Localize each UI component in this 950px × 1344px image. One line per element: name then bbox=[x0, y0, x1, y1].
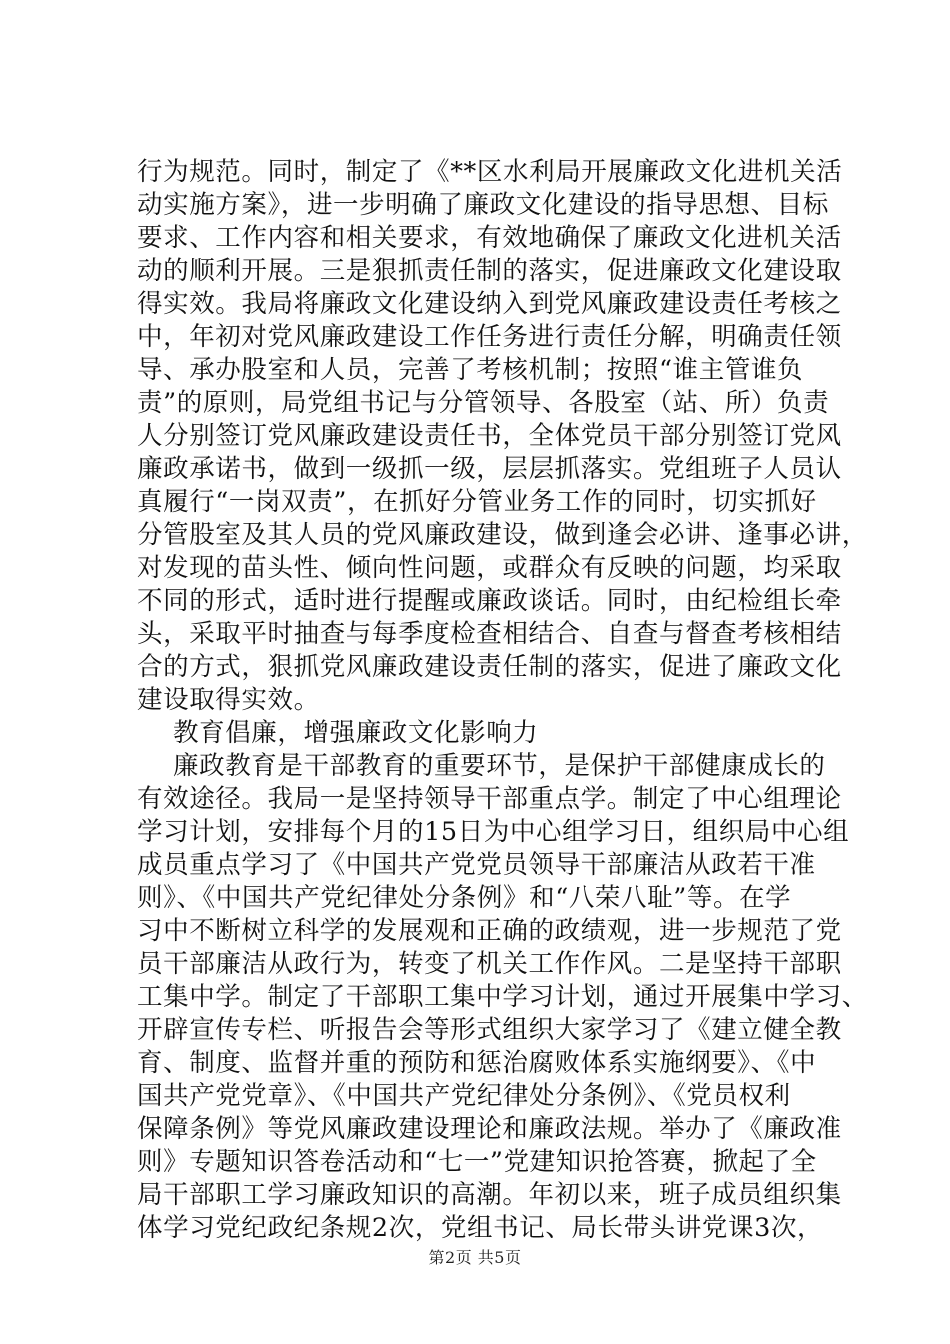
text-line: 导、承办股室和人员，完善了考核机制；按照“谁主管谁负 bbox=[137, 355, 804, 385]
text-line: 动的顺利开展。三是狠抓责任制的落实，促进廉政文化建设取 bbox=[137, 256, 842, 286]
text-line: 学习计划，安排每个月的15日为中心组学习日，组织局中心组 bbox=[137, 817, 850, 847]
text-line: 头，采取平时抽查与每季度检查相结合、自查与督查考核相结 bbox=[137, 619, 842, 649]
text-line: 体学习党纪政纪条规2次，党组书记、局长带头讲党课3次， bbox=[137, 1213, 824, 1243]
text-line: 有效途径。我局一是坚持领导干部重点学。制定了中心组理论 bbox=[137, 784, 842, 814]
text-line: 则》专题知识答卷活动和“七一”党建知识抢答赛，掀起了全 bbox=[137, 1147, 817, 1177]
document-body bbox=[137, 156, 868, 1245]
text-line: 开辟宣传专栏、听报告会等形式组织大家学习了《建立健全教 bbox=[137, 1015, 842, 1045]
text-line: 局干部职工学习廉政知识的高潮。年初以来，班子成员组织集 bbox=[137, 1180, 842, 1210]
text-line: 成员重点学习了《中国共产党党员领导干部廉洁从政若干准 bbox=[137, 850, 816, 880]
text-line: 员干部廉洁从政行为，转变了机关工作作风。二是坚持干部职 bbox=[137, 949, 842, 979]
text-line: 则》、《中国共产党纪律处分条例》和“八荣八耻”等。在学 bbox=[137, 883, 792, 913]
text-line: 得实效。我局将廉政文化建设纳入到党风廉政建设责任考核之 bbox=[137, 289, 842, 319]
text-line: 要求、工作内容和相关要求，有效地确保了廉政文化进机关活 bbox=[137, 223, 842, 253]
text-line: 分管股室及其人员的党风廉政建设，做到逢会必讲、逢事必讲， bbox=[137, 520, 868, 550]
text-line: 建设取得实效。 bbox=[137, 685, 320, 715]
text-line: 中，年初对党风廉政建设工作任务进行责任分解，明确责任领 bbox=[137, 322, 842, 352]
text-line: 习中不断树立科学的发展观和正确的政绩观，进一步规范了党 bbox=[137, 916, 842, 946]
text-line: 责”的原则，局党组书记与分管领导、各股室（站、所）负责 bbox=[137, 388, 830, 418]
text-line: 国共产党党章》、《中国共产党纪律处分条例》、《党员权利 bbox=[137, 1081, 791, 1111]
page-number-footer: 第2页 共5页 bbox=[428, 1248, 522, 1267]
text-line: 动实施方案》，进一步明确了廉政文化建设的指导思想、目标 bbox=[137, 190, 829, 220]
text-line: 行为规范。同时，制定了《**区水利局开展廉政文化进机关活 bbox=[137, 157, 843, 187]
text-line: 对发现的苗头性、倾向性问题，或群众有反映的问题，均采取 bbox=[137, 553, 842, 583]
text-line: 真履行“一岗双责”，在抓好分管业务工作的同时，切实抓好 bbox=[137, 487, 817, 517]
text-line: 育、制度、监督并重的预防和惩治腐败体系实施纲要》、《中 bbox=[137, 1048, 817, 1078]
paragraph-start-line: 廉政教育是干部教育的重要环节，是保护干部健康成长的 bbox=[173, 751, 826, 781]
text-line: 工集中学。制定了干部职工集中学习计划，通过开展集中学习、 bbox=[137, 982, 868, 1012]
section-heading: 教育倡廉，增强廉政文化影响力 bbox=[173, 718, 539, 748]
text-line: 合的方式，狠抓党风廉政建设责任制的落实，促进了廉政文化 bbox=[137, 652, 842, 682]
text-line: 不同的形式，适时进行提醒或廉政谈话。同时，由纪检组长牵 bbox=[137, 586, 842, 616]
text-line: 人分别签订党风廉政建设责任书，全体党员干部分别签订党风 bbox=[137, 421, 842, 451]
text-line: 廉政承诺书，做到一级抓一级，层层抓落实。党组班子人员认 bbox=[137, 454, 842, 484]
text-line: 保障条例》等党风廉政建设理论和廉政法规。举办了《廉政准 bbox=[137, 1114, 842, 1144]
